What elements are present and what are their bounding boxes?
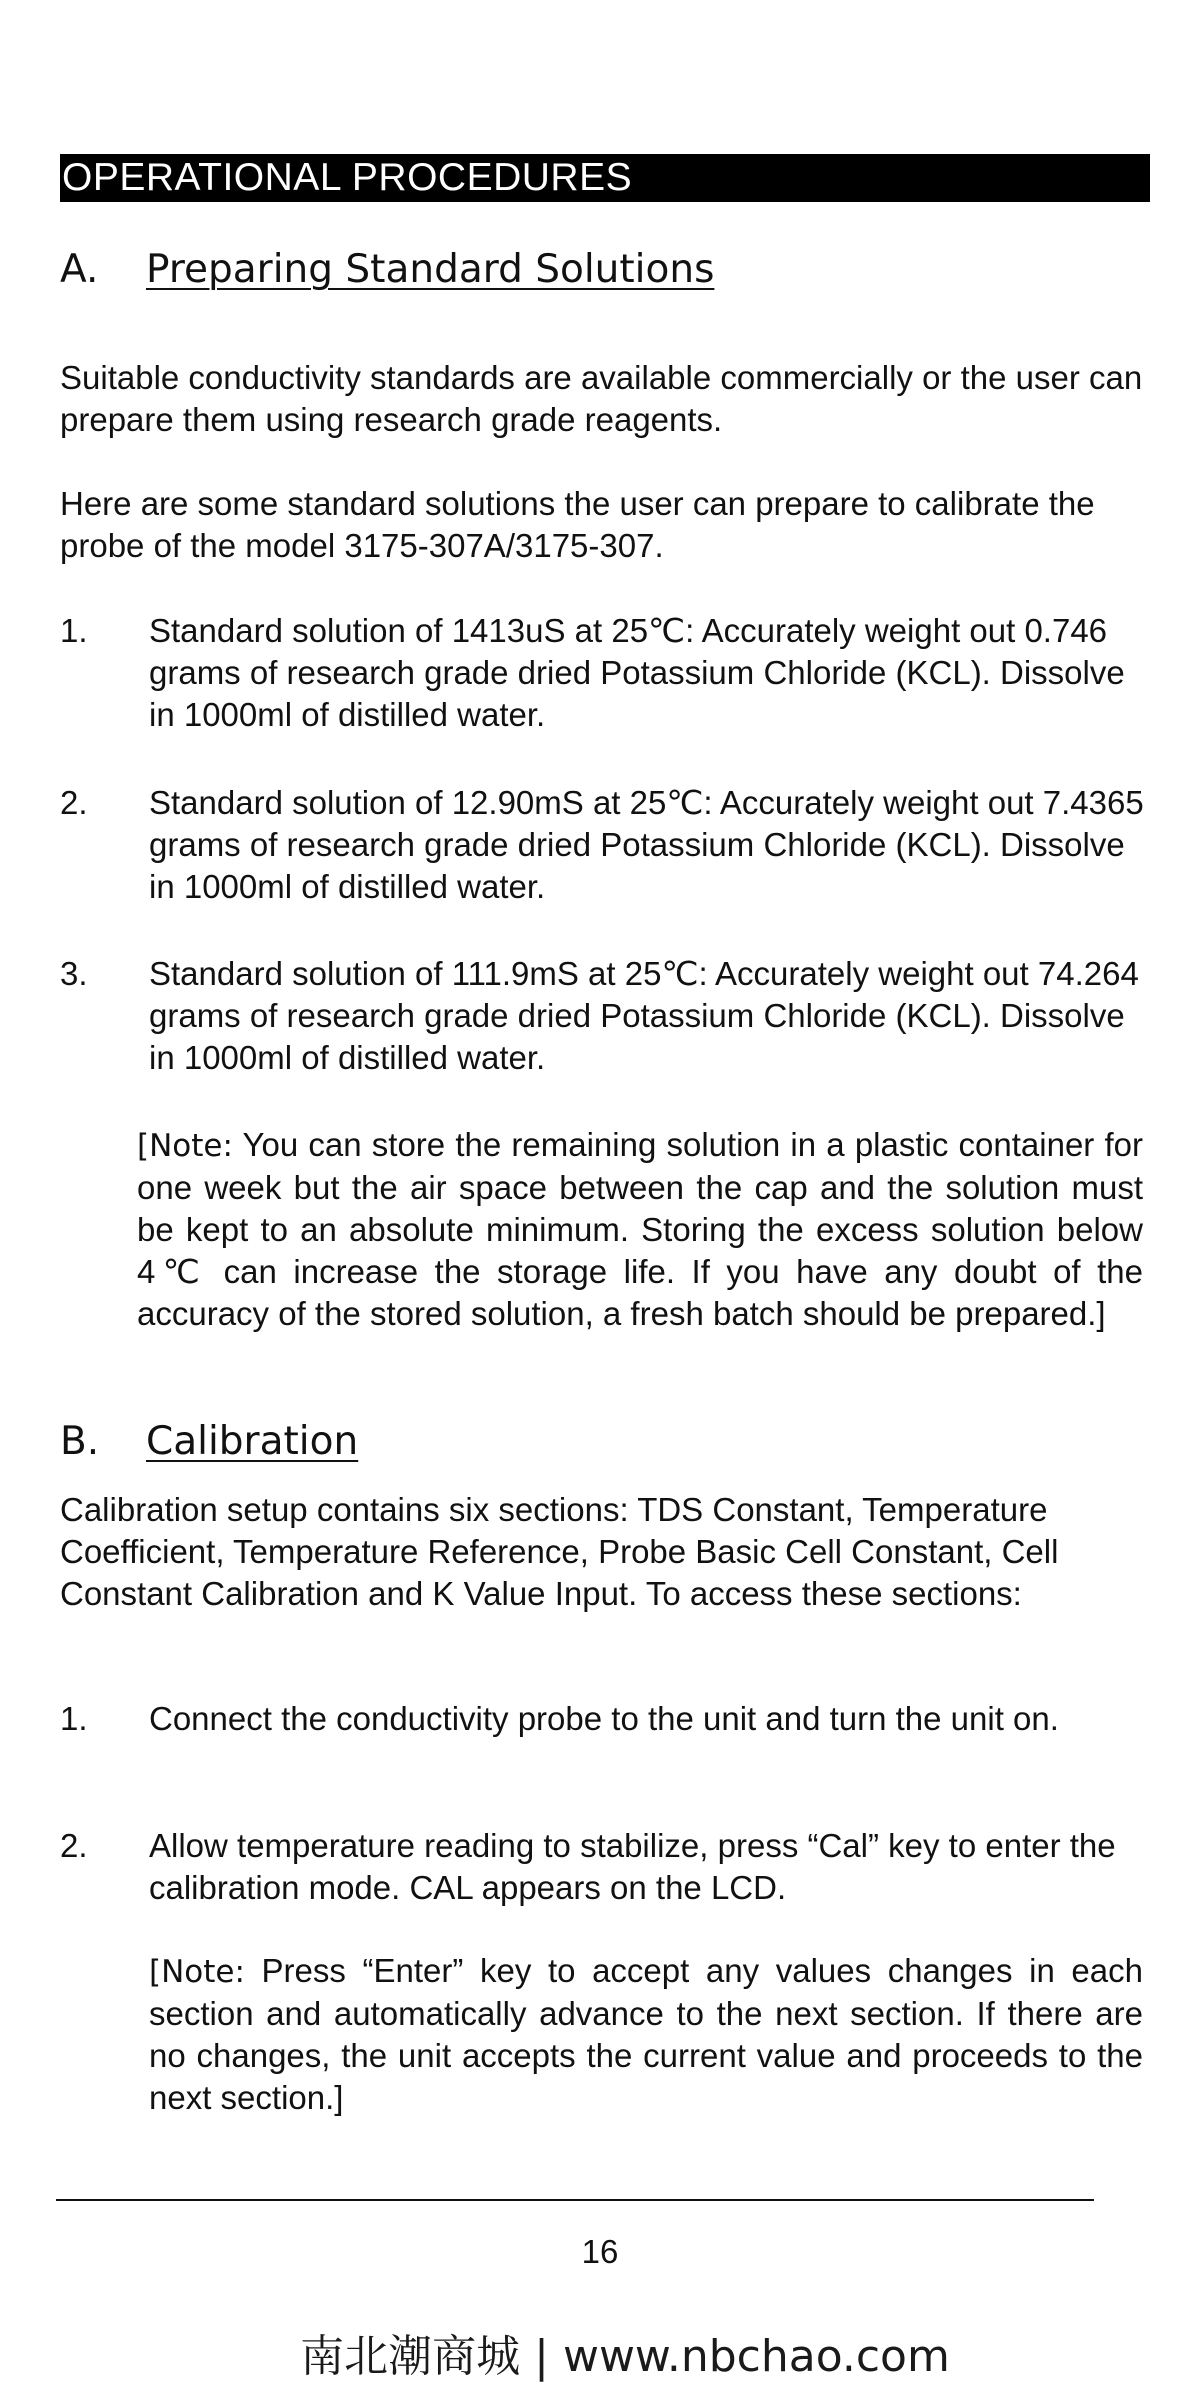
note-text: Press “Enter” key to accept any values changes in each section and automatically advance to the next section. If there are no changes, the unit accepts the current value and proceeds to the next section.] (149, 1952, 1143, 2116)
list-item-number: 2. (60, 784, 88, 821)
list-item (60, 1698, 1150, 1740)
section-a-title: Preparing Standard Solutions (146, 247, 715, 292)
list-item-number: 1. (60, 612, 88, 649)
section-b-intro: Calibration setup contains six sections: TDS Constant, Temperature Coefficient, Temperature Reference, Probe Basic Cell Constant, Cell Constant Calibration and K Value Input. To access these sections: (60, 1491, 1059, 1612)
section-b-heading (60, 1418, 358, 1466)
section-banner: OPERATIONAL PROCEDURES (60, 154, 1150, 202)
note-label: [Note: (149, 1954, 245, 1990)
section-a-note (137, 1124, 1143, 1335)
list-item (60, 953, 1150, 1079)
section-a-letter: A. (60, 247, 99, 292)
list-item (60, 610, 1150, 736)
section-a-intro-2: Here are some standard solutions the user can prepare to calibrate the probe of the model 3175-307A/3175-307. (60, 485, 1095, 564)
footer-divider (56, 2199, 1094, 2201)
note-text: You can store the remaining solution in a plastic container for one week but the air space between the cap and the solution must be kept to an absolute minimum. Storing the excess solution below 4℃ can increase the storage life. If you have any doubt of the accuracy of the stored solution, a fresh batch should be prepared.] (137, 1126, 1143, 1332)
list-item-number: 1. (60, 1700, 88, 1737)
list-item-text: Allow temperature reading to stabilize, press “Cal” key to enter the calibration mode. CAL appears on the LCD. (149, 1827, 1116, 1906)
section-a-heading (60, 246, 714, 294)
section-a-intro-1: Suitable conductivity standards are available commercially or the user can prepare them using research grade reagents. (60, 359, 1143, 438)
list-item-number: 3. (60, 955, 88, 992)
section-b-letter: B. (60, 1419, 100, 1464)
page-number: 16 (581, 2233, 619, 2270)
list-item-text: Standard solution of 1413uS at 25℃: Accurately weight out 0.746 grams of research grade dried Potassium Chloride (KCL). Dissolve in 1000ml of distilled water. (149, 612, 1125, 733)
list-item (60, 1825, 1150, 1909)
list-item-text: Standard solution of 12.90mS at 25℃: Accurately weight out 7.4365 grams of research grade dried Potassium Chloride (KCL). Dissolve in 1000ml of distilled water. (149, 784, 1144, 905)
list-item-text: Connect the conductivity probe to the unit and turn the unit on. (149, 1700, 1059, 1737)
section-b-title: Calibration (146, 1419, 359, 1464)
list-item-number: 2. (60, 1827, 88, 1864)
note-label: [Note: (137, 1128, 233, 1164)
list-item-text: Standard solution of 111.9mS at 25℃: Accurately weight out 74.264 grams of research grade dried Potassium Chloride (KCL). Dissolve in 1000ml of distilled water. (149, 955, 1139, 1076)
footer-watermark: 南北潮商城 | www.nbchao.com (300, 2331, 950, 2382)
list-item (60, 782, 1150, 908)
section-b-note (149, 1950, 1143, 2119)
